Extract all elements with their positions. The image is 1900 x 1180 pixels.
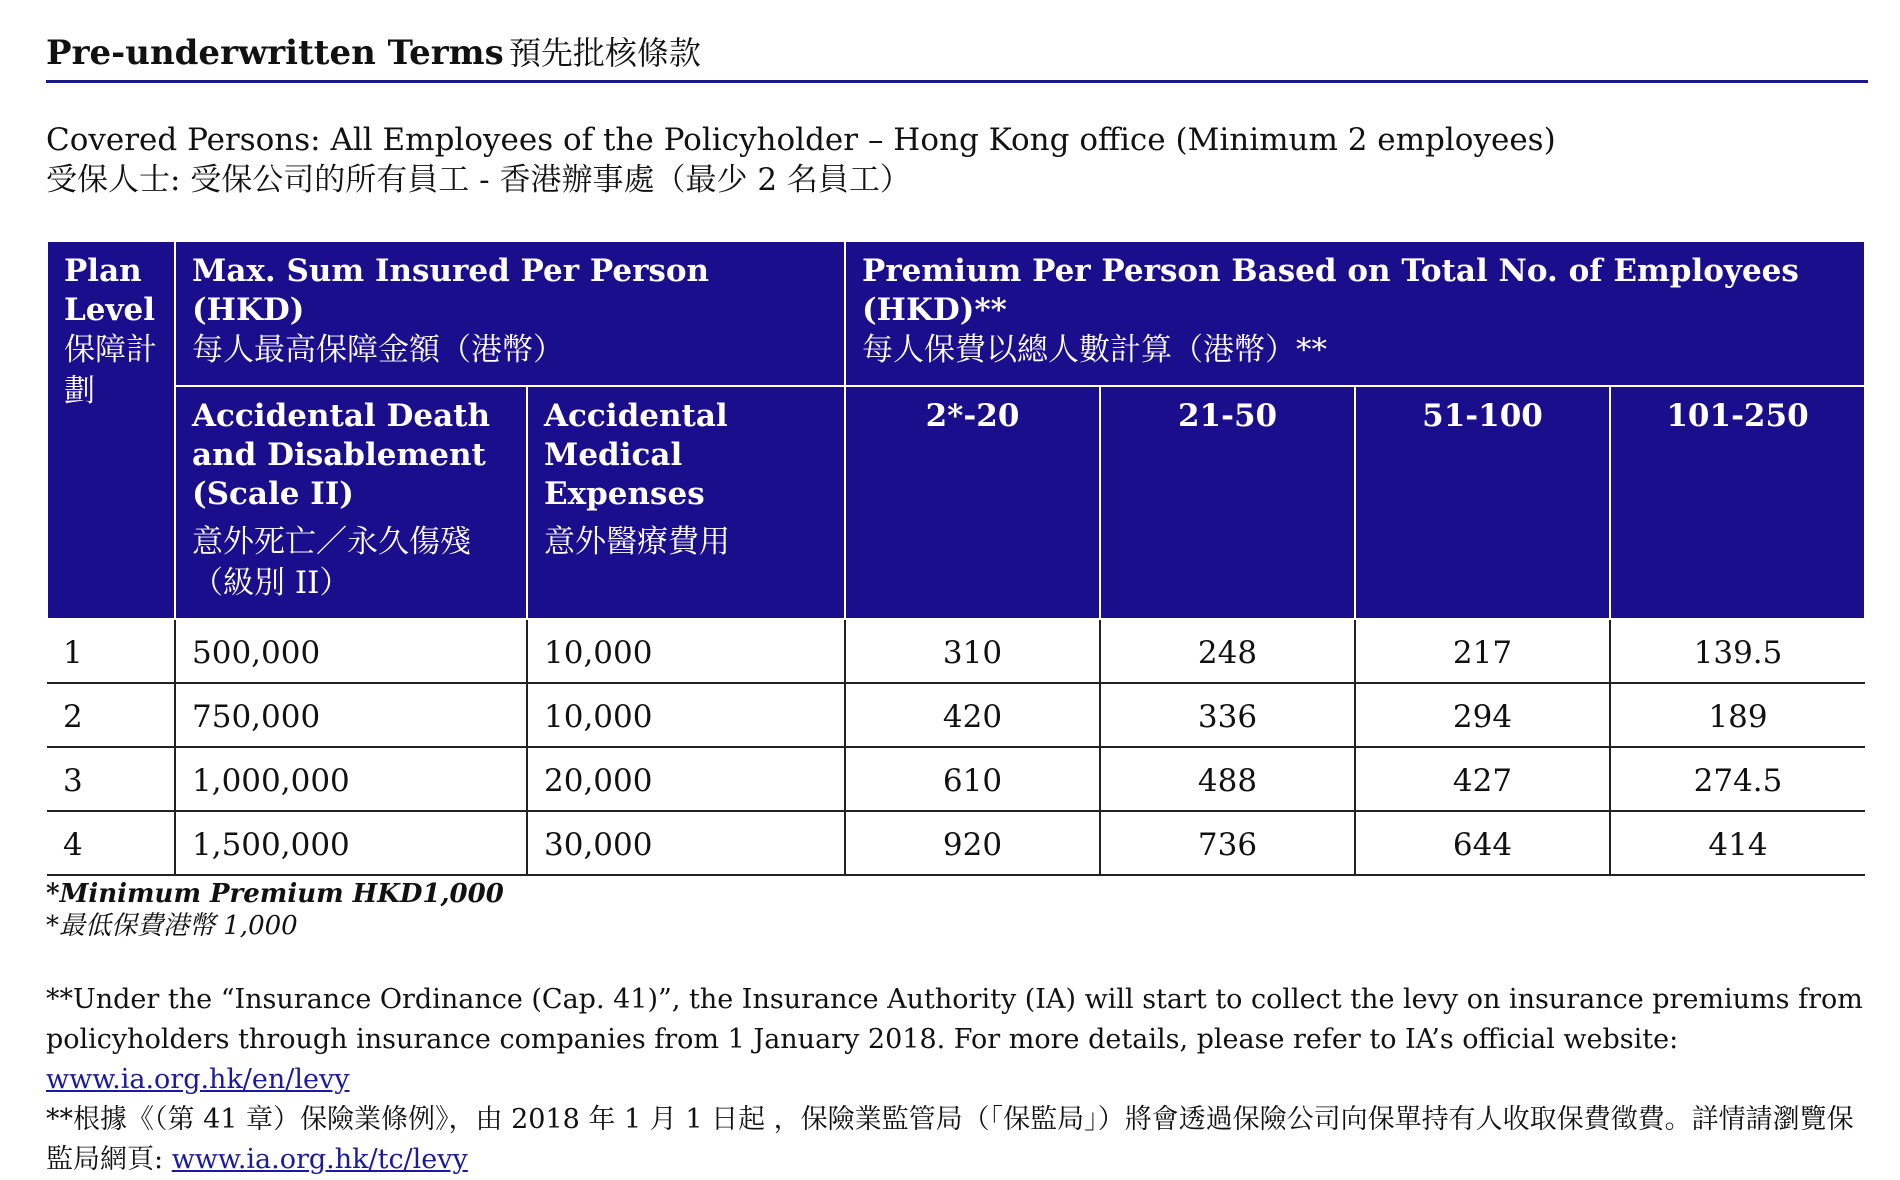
- premium-cell: 336: [1100, 683, 1355, 747]
- page-title: Pre-underwritten Terms: [46, 33, 504, 73]
- levy-link-zh[interactable]: www.ia.org.hk/tc/levy: [171, 1144, 468, 1175]
- header-premium-zh: 每人保費以總人數計算（港幣）**: [862, 332, 1328, 368]
- table-row: [47, 683, 1865, 747]
- ame-cell: 30,000: [527, 811, 845, 875]
- premium-cell: 488: [1100, 747, 1355, 811]
- header-ame-zh: 意外醫療費用: [544, 524, 730, 560]
- minimum-premium-zh: *最低保費港幣 1,000: [46, 911, 298, 941]
- add-cell: 750,000: [175, 683, 527, 747]
- premium-cell: 736: [1100, 811, 1355, 875]
- ame-cell: 10,000: [527, 619, 845, 683]
- covered-persons-zh: 受保人士: 受保公司的所有員工 - 香港辦事處（最少 2 名員工）: [46, 162, 911, 198]
- levy-text-zh: **根據《（第 41 章）保險業條例》，由 2018 年 1 月 1 日起 ，保險業監管局（「保監局」）將會透過保險公司向保單持有人收取保費徵費。詳情請瀏覽保監局網頁:: [46, 1104, 1854, 1175]
- levy-link-en[interactable]: www.ia.org.hk/en/levy: [46, 1064, 350, 1095]
- title-bar: [46, 28, 1868, 83]
- header-premium: [845, 241, 1865, 386]
- header-premium-en: Premium Per Person Based on Total No. of Employees (HKD)**: [862, 253, 1799, 328]
- levy-text-en: **Under the “Insurance Ordinance (Cap. 41)”, the Insurance Authority (IA) will start to collect the levy on insurance premiums from policyholders through insurance companies from 1 January 2018. For more details, please refer to IA’s official website:: [46, 984, 1863, 1055]
- header-add-zh: 意外死亡／永久傷殘（級別 II）: [192, 524, 471, 601]
- plan-cell: 1: [47, 619, 175, 683]
- minimum-premium-note: [46, 878, 504, 942]
- header-plan-level-zh: 保障計劃: [64, 332, 157, 409]
- table-row: [47, 811, 1865, 875]
- add-cell: 500,000: [175, 619, 527, 683]
- premium-cell: 248: [1100, 619, 1355, 683]
- premium-cell: 310: [845, 619, 1100, 683]
- header-add: [175, 386, 527, 619]
- premium-cell: 189: [1610, 683, 1865, 747]
- header-ame: [527, 386, 845, 619]
- ame-cell: 10,000: [527, 683, 845, 747]
- table-row: [47, 747, 1865, 811]
- premium-cell: 294: [1355, 683, 1610, 747]
- ame-cell: 20,000: [527, 747, 845, 811]
- header-add-en: Accidental Death and Disablement (Scale II): [192, 398, 491, 512]
- premium-cell: 139.5: [1610, 619, 1865, 683]
- premium-cell: 920: [845, 811, 1100, 875]
- header-max-sum-en: Max. Sum Insured Per Person (HKD): [192, 253, 710, 328]
- header-band-2: 21-50: [1100, 386, 1355, 619]
- header-band-4: 101-250: [1610, 386, 1865, 619]
- header-max-sum: [175, 241, 845, 386]
- covered-persons-en: Covered Persons: All Employees of the Policyholder – Hong Kong office (Minimum 2 employees): [46, 122, 1556, 158]
- plan-cell: 4: [47, 811, 175, 875]
- add-cell: 1,000,000: [175, 747, 527, 811]
- premium-cell: 420: [845, 683, 1100, 747]
- plan-cell: 3: [47, 747, 175, 811]
- levy-note: [46, 980, 1866, 1180]
- premium-cell: 414: [1610, 811, 1865, 875]
- levy-note-zh: [46, 1100, 1866, 1180]
- header-band-3: 51-100: [1355, 386, 1610, 619]
- premium-table: [46, 240, 1866, 876]
- covered-persons: [46, 120, 1556, 200]
- header-plan-level: [47, 241, 175, 619]
- premium-cell: 610: [845, 747, 1100, 811]
- header-plan-level-en: Plan Level: [64, 253, 156, 328]
- header-max-sum-zh: 每人最高保障金額（港幣）: [192, 332, 564, 368]
- levy-note-en: [46, 980, 1866, 1100]
- premium-cell: 217: [1355, 619, 1610, 683]
- table-row: [47, 619, 1865, 683]
- page-title-zh: 預先批核條款: [508, 34, 701, 72]
- premium-cell: 644: [1355, 811, 1610, 875]
- header-ame-en: Accidental Medical Expenses: [544, 398, 728, 512]
- premium-cell: 427: [1355, 747, 1610, 811]
- plan-cell: 2: [47, 683, 175, 747]
- add-cell: 1,500,000: [175, 811, 527, 875]
- minimum-premium-en: *Minimum Premium HKD1,000: [46, 879, 504, 909]
- header-band-1: 2*-20: [845, 386, 1100, 619]
- premium-cell: 274.5: [1610, 747, 1865, 811]
